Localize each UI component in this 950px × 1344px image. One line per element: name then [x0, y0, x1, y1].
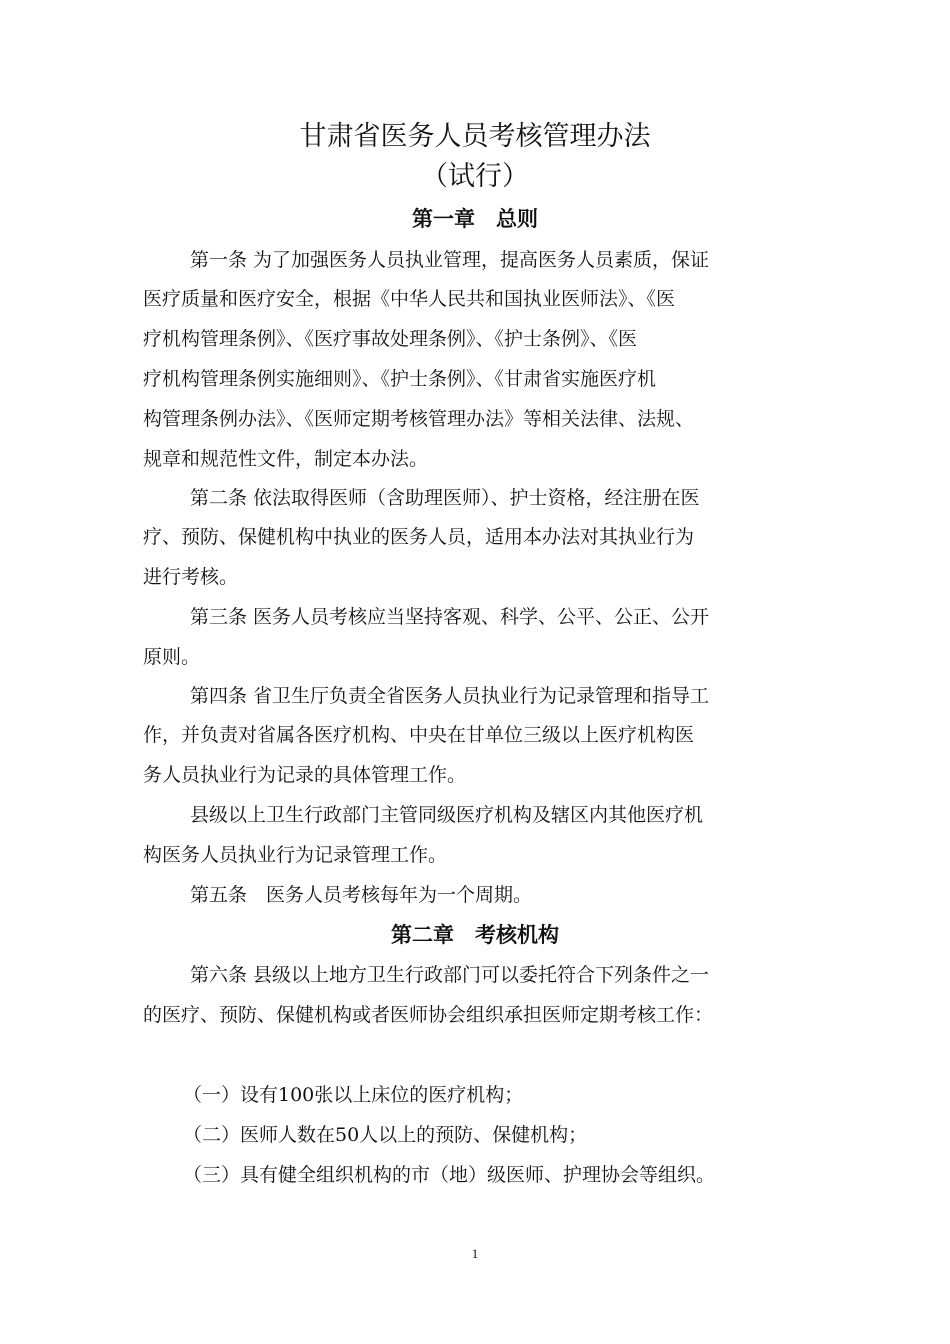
paragraph-line: 第六条 县级以上地方卫生行政部门可以委托符合下列条件之一 — [190, 964, 710, 986]
page-number: 1 — [471, 1246, 479, 1261]
chapter-heading-1: 第一章 总则 — [412, 207, 538, 231]
document-title: 甘肃省医务人员考核管理办法 — [299, 121, 651, 152]
list-item: （二）医师人数在50人以上的预防、保健机构； — [183, 1124, 588, 1146]
paragraph-line: 的医疗、预防、保健机构或者医师协会组织承担医师定期考核工作： — [143, 1004, 714, 1026]
paragraph-line: 构医务人员执业行为记录管理工作。 — [143, 844, 448, 866]
paragraph-line: 原则。 — [143, 646, 201, 668]
paragraph-line: 第三条 医务人员考核应当坚持客观、科学、公平、公正、公开 — [190, 606, 710, 628]
paragraph-line: 县级以上卫生行政部门主管同级医疗机构及辖区内其他医疗机 — [190, 804, 704, 826]
paragraph-line: 构管理条例办法》、《医师定期考核管理办法》等相关法律、法规、 — [143, 408, 695, 430]
paragraph-line: 作，并负责对省属各医疗机构、中央在甘单位三级以上医疗机构医 — [143, 724, 695, 746]
paragraph-line: 进行考核。 — [143, 566, 239, 588]
paragraph-line: 第四条 省卫生厅负责全省医务人员执业行为记录管理和指导工 — [190, 685, 710, 707]
paragraph-line: 务人员执业行为记录的具体管理工作。 — [143, 764, 467, 786]
paragraph-line: 疗、预防、保健机构中执业的医务人员，适用本办法对其执业行为 — [143, 526, 695, 548]
list-item: （三）具有健全组织机构的市（地）级医师、护理协会等组织。 — [183, 1164, 716, 1186]
paragraph-line: 第一条 为了加强医务人员执业管理，提高医务人员素质，保证 — [190, 249, 710, 271]
document-subtitle: （试行） — [421, 161, 529, 192]
paragraph-line: 第二条 依法取得医师（含助理医师）、护士资格，经注册在医 — [190, 487, 700, 509]
paragraph-line: 规章和规范性文件，制定本办法。 — [143, 448, 429, 470]
paragraph-line: 疗机构管理条例》、《医疗事故处理条例》、《护士条例》、《医 — [143, 328, 638, 350]
chapter-heading-2: 第二章 考核机构 — [391, 923, 559, 947]
paragraph-line: 第五条 医务人员考核每年为一个周期。 — [190, 884, 533, 906]
paragraph-line: 医疗质量和医疗安全，根据《中华人民共和国执业医师法》、《医 — [143, 288, 676, 310]
paragraph-line: 疗机构管理条例实施细则》、《护士条例》、《甘肃省实施医疗机 — [143, 368, 657, 390]
list-item: （一）设有100张以上床位的医疗机构； — [183, 1084, 524, 1106]
